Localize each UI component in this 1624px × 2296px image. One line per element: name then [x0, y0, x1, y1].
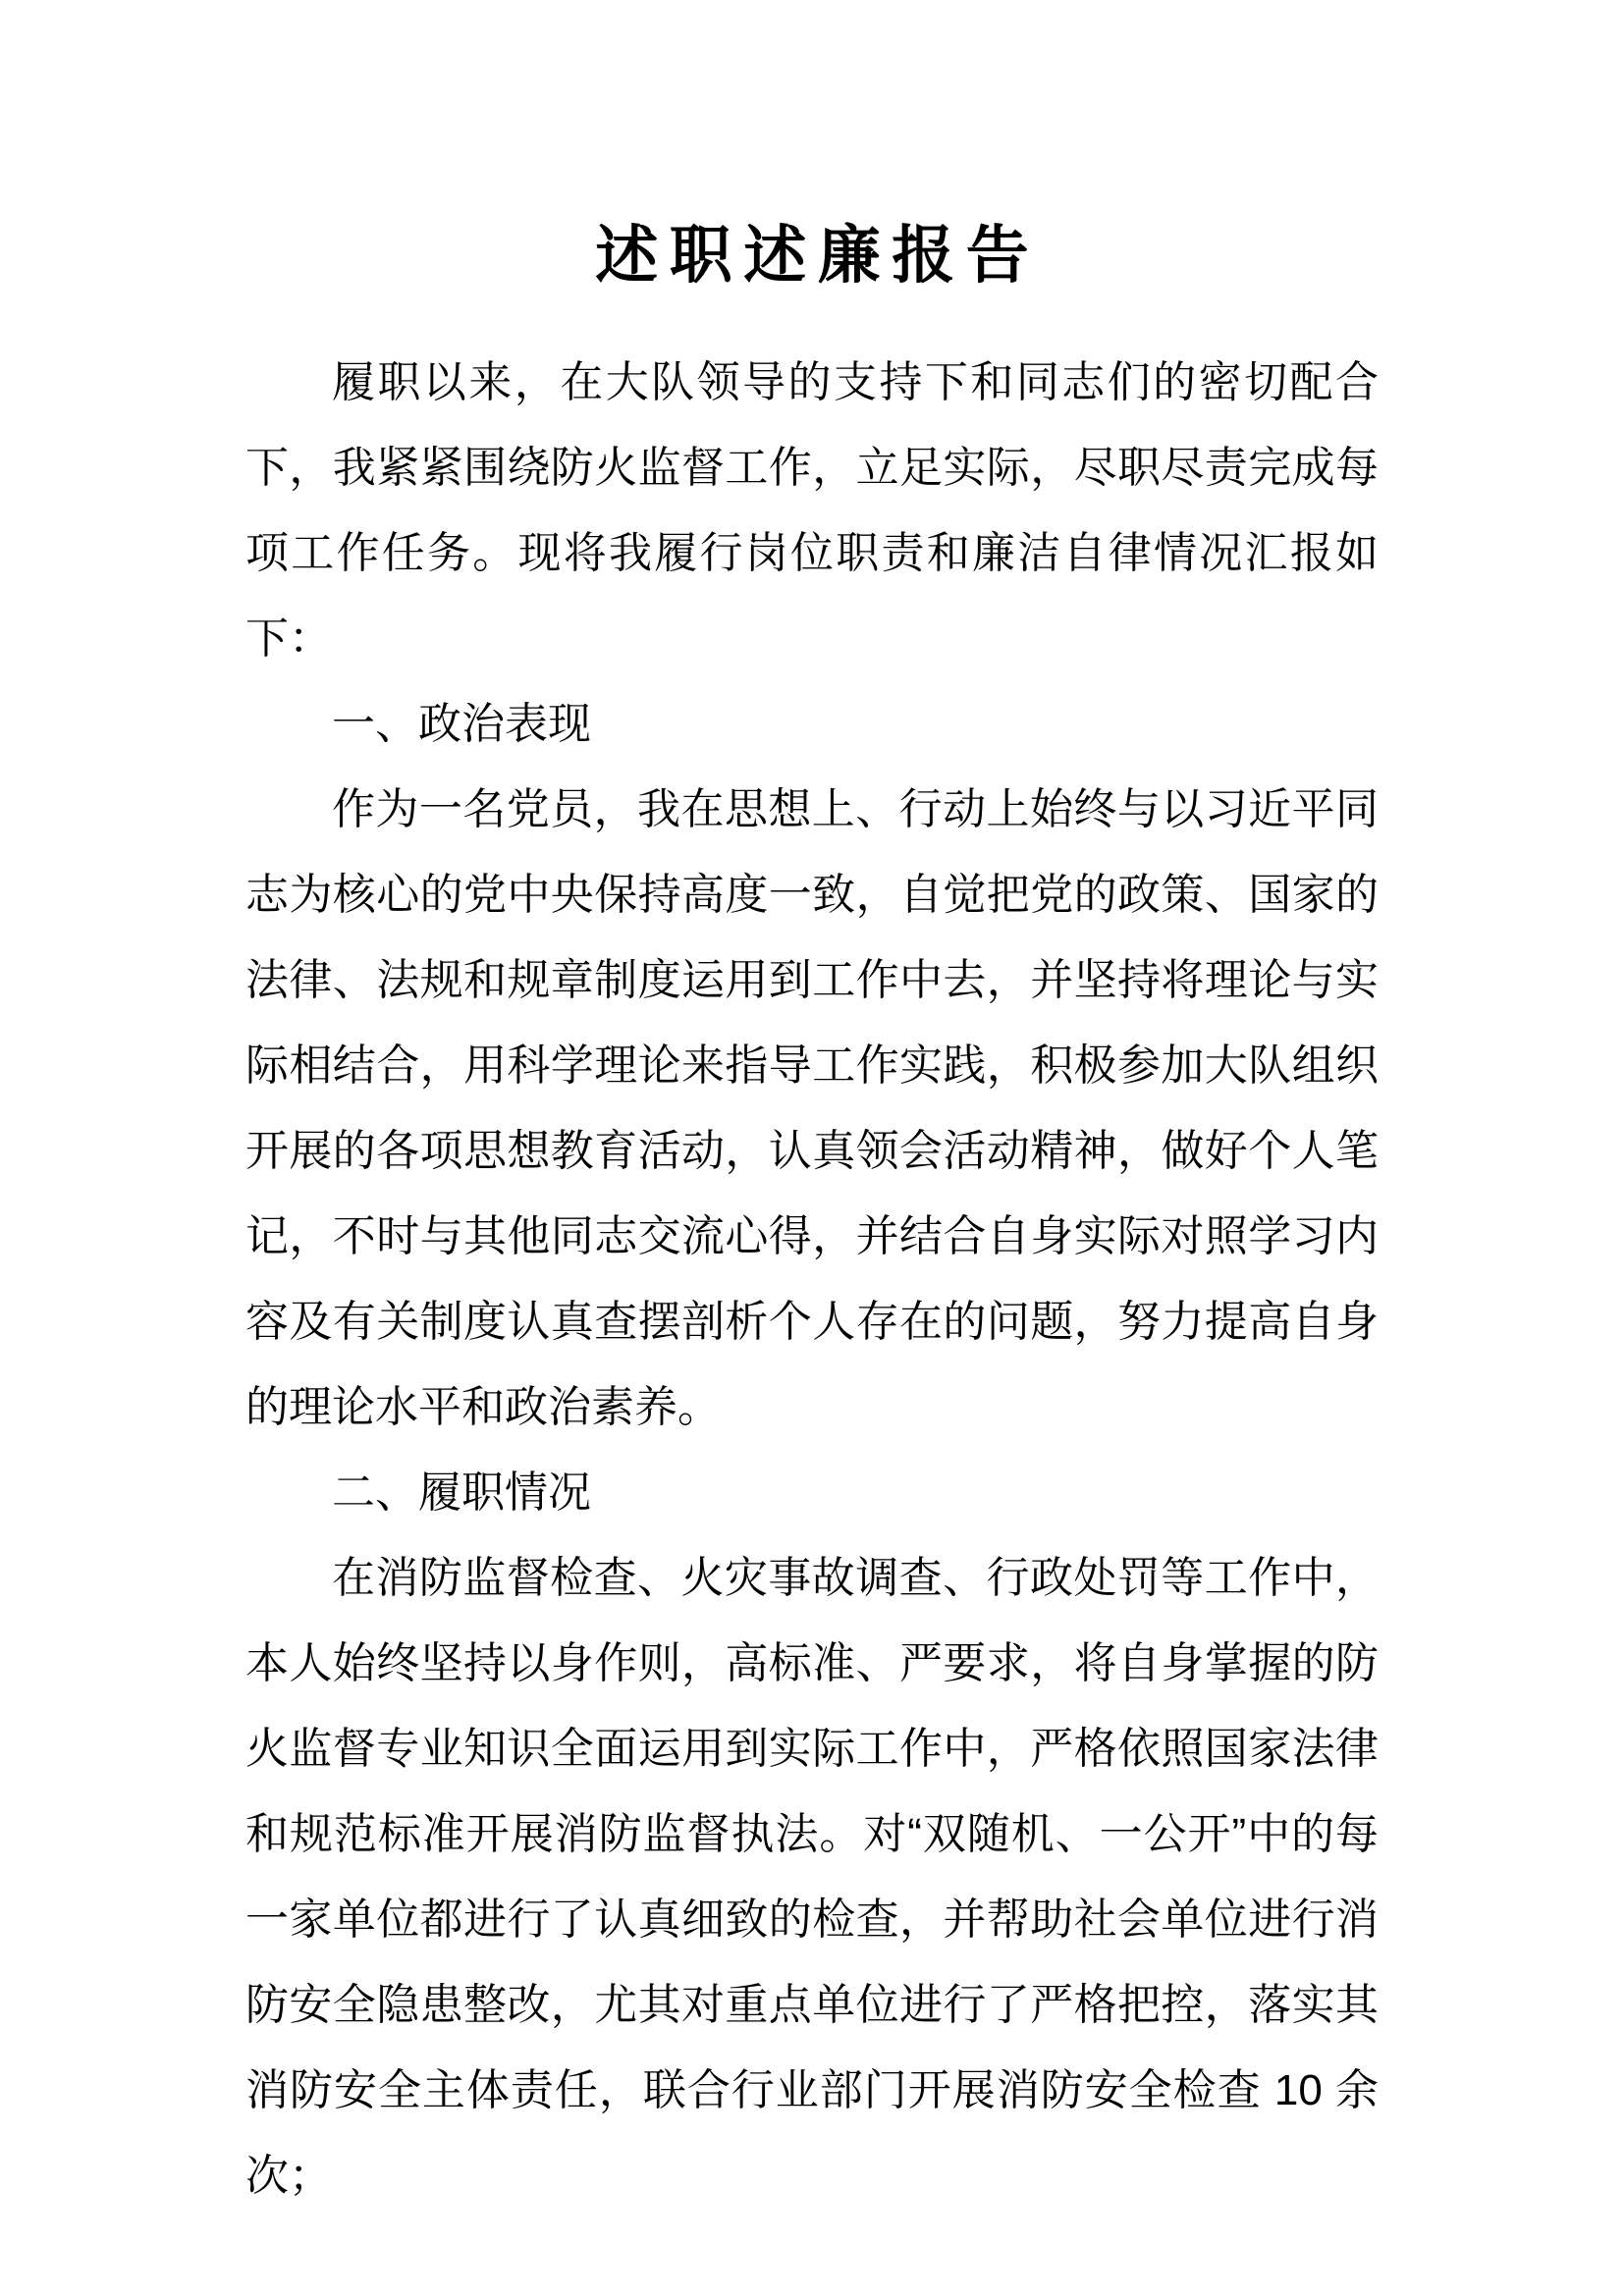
document-content: [245, 0, 1379, 2218]
paragraph-political-performance: 作为一名党员，我在思想上、行动上始终与以习近平同志为核心的党中央保持高度一致，自觉把党的政策、国家的法律、法规和规章制度运用到工作中去，并坚持将理论与实际相结合，用科学理论来指导工作实践，积极参加大队组织开展的各项思想教育活动，认真领会活动精神，做好个人笔记，不时与其他同志交流心得，并结合自身实际对照学习内容及有关制度认真查摆剖析个人存在的问题，努力提高自身的理论水平和政治素养。: [245, 785, 1379, 1431]
document-title: 述职述廉报告: [595, 220, 1041, 291]
paragraph-intro: 履职以来，在大队领导的支持下和同志们的密切配合下，我紧紧围绕防火监督工作，立足实际，尽职尽责完成每项工作任务。现将我履行岗位职责和廉洁自律情况汇报如下：: [245, 358, 1379, 663]
section-heading-political-performance: 一、政治表现: [332, 700, 591, 748]
section-heading-duty-performance: 二、履职情况: [332, 1468, 591, 1517]
paragraph-duty-performance: 在消防监督检查、火灾事故调查、行政处罚等工作中，本人始终坚持以身作则，高标准、严要求，将自身掌握的防火监督专业知识全面运用到实际工作中，严格依照国家法律和规范标准开展消防监督执法。对“双随机、一公开”中的每一家单位都进行了认真细致的检查，并帮助社会单位进行消防安全隐患整改，尤其对重点单位进行了严格把控，落实其消防安全主体责任，联合行业部门开展消防安全检查 10 余次；: [245, 1554, 1379, 2200]
